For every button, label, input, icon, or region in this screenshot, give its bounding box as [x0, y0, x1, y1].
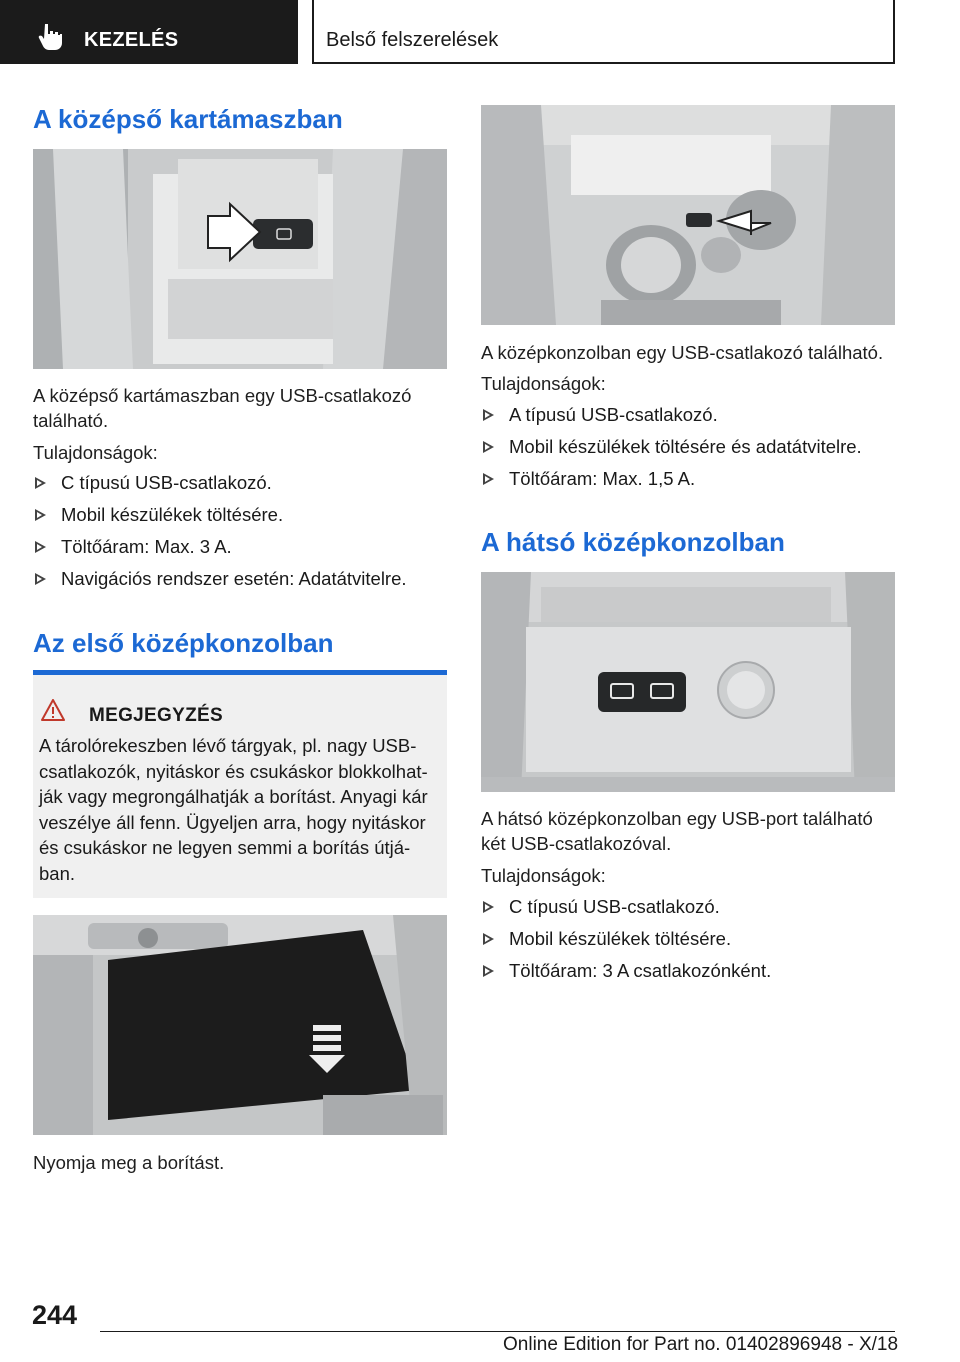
caption-armrest: A középső kartámaszban egy USB-csatlakozó található. — [33, 385, 412, 431]
triangle-bullet-icon — [483, 965, 494, 977]
heading-front-console: Az első középkonzolban — [33, 628, 334, 658]
props-label-rear-console: Tulajdonságok: — [481, 865, 606, 886]
triangle-bullet-icon — [35, 541, 46, 553]
footer-edition: Online Edition for Part no. 01402896948 - X/18 — [503, 1334, 899, 1355]
bullet-list-rear-console — [481, 894, 895, 983]
front-console-usb-photo — [481, 105, 895, 325]
footer-divider — [100, 1331, 895, 1332]
heading-rear-console: A hátsó középkonzolban — [481, 527, 785, 557]
warning-triangle-icon — [41, 699, 65, 721]
triangle-bullet-icon — [35, 477, 46, 489]
notice-body: A tárolórekeszben lévő tárgyak, pl. nagy USB-csatlakozók, nyitáskor és csukáskor blokkolhat-ják vagy megrongálhatják a borítást. Anyagi kár veszélye áll fenn. Ügyeljen arra, hogy nyitáskor és csukáskor ne legyen semmi a borítás útjá-ban. — [39, 735, 428, 884]
rear-console-usb-photo — [481, 572, 895, 792]
front-console-cover-photo — [33, 915, 447, 1135]
caption-rear-console: A hátsó középkonzolban egy USB-port található két USB-csatlakozóval. — [481, 808, 873, 854]
list-item: Mobil készülékek töltésére. — [481, 926, 895, 951]
bullet-list-armrest — [33, 470, 447, 591]
list-item: Mobil készülékek töltésére. — [33, 502, 447, 527]
pointing-hand-icon — [36, 22, 66, 52]
chapter-title: Belső felszerelések — [326, 29, 499, 51]
list-item: Töltőáram: 3 A csatlakozónként. — [481, 958, 895, 983]
notice-title: MEGJEGYZÉS — [89, 705, 223, 726]
header-section-tab — [0, 0, 298, 64]
list-item: Navigációs rendszer esetén: Adatátvitelre. — [33, 566, 447, 591]
armrest-usb-photo — [33, 149, 447, 369]
caption-front-console: A középkonzolban egy USB-csatlakozó található. — [481, 342, 884, 363]
bullet-list-front-console — [481, 402, 895, 491]
triangle-bullet-icon — [483, 901, 494, 913]
list-item: Töltőáram: Max. 3 A. — [33, 534, 447, 559]
heading-center-armrest: A középső kartámaszban — [33, 104, 343, 134]
section-title: KEZELÉS — [84, 29, 179, 51]
triangle-bullet-icon — [483, 441, 494, 453]
list-item: A típusú USB-csatlakozó. — [481, 402, 895, 427]
header-chapter-tab — [312, 0, 895, 64]
notice-box — [33, 670, 447, 898]
triangle-bullet-icon — [483, 409, 494, 421]
triangle-bullet-icon — [35, 573, 46, 585]
props-label-front-console: Tulajdonságok: — [481, 373, 606, 394]
list-item: Mobil készülékek töltésére és adatátvitelre. — [481, 434, 895, 459]
triangle-bullet-icon — [35, 509, 46, 521]
list-item: Töltőáram: Max. 1,5 A. — [481, 466, 895, 491]
triangle-bullet-icon — [483, 473, 494, 485]
list-item: C típusú USB-csatlakozó. — [33, 470, 447, 495]
page-number: 244 — [32, 1300, 78, 1330]
list-item: C típusú USB-csatlakozó. — [481, 894, 895, 919]
caption-press-cover: Nyomja meg a borítást. — [33, 1152, 225, 1173]
props-label-armrest: Tulajdonságok: — [33, 442, 158, 463]
triangle-bullet-icon — [483, 933, 494, 945]
